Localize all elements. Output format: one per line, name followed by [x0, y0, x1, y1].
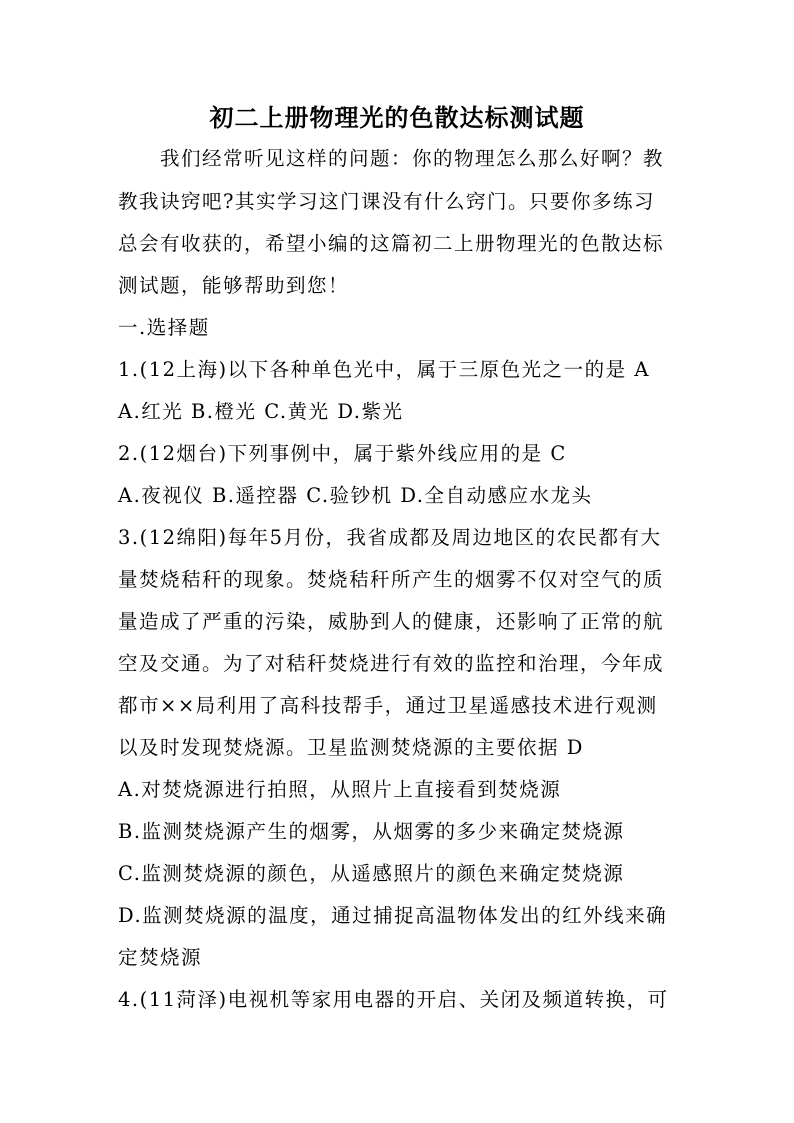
intro-line-1: 我们经常听见这样的问题：你的物理怎么那么好啊？教: [160, 147, 665, 170]
section-heading: 一.选择题: [118, 316, 210, 339]
question-3-line-3: 量造成了严重的污染，威胁到人的健康，还影响了正常的航: [118, 610, 665, 633]
document-title: 初二上册物理光的色散达标测试题: [209, 103, 585, 132]
question-3-option-a: A.对焚烧源进行拍照，从照片上直接看到焚烧源: [118, 778, 562, 801]
question-3-line-4: 空及交通。为了对秸秆焚烧进行有效的监控和治理，今年成: [118, 652, 665, 675]
question-1: 1.(12上海)以下各种单色光中，属于三原色光之一的是 A: [118, 358, 650, 381]
question-2-options: A.夜视仪 B.遥控器 C.验钞机 D.全自动感应水龙头: [118, 484, 593, 507]
question-3-option-b: B.监测焚烧源产生的烟雾，从烟雾的多少来确定焚烧源: [118, 820, 625, 843]
question-3-line-5: 都市××局利用了高科技帮手，通过卫星遥感技术进行观测: [118, 694, 658, 717]
question-3-line-6: 以及时发现焚烧源。卫星监测焚烧源的主要依据 D: [118, 736, 584, 759]
intro-line-3: 总会有收获的，希望小编的这篇初二上册物理光的色散达标: [118, 232, 665, 255]
question-3-line-2: 量焚烧秸秆的现象。焚烧秸秆所产生的烟雾不仅对空气的质: [118, 568, 665, 591]
question-2: 2.(12烟台)下列事例中，属于紫外线应用的是 C: [118, 442, 567, 465]
question-3-option-c: C.监测焚烧源的颜色，从遥感照片的颜色来确定焚烧源: [118, 862, 625, 885]
intro-line-2: 教我诀窍吧?其实学习这门课没有什么窍门。只要你多练习: [118, 190, 655, 213]
question-3-option-d-cont: 定焚烧源: [118, 946, 203, 969]
question-4: 4.(11菏泽)电视机等家用电器的开启、关闭及频道转换，可: [118, 988, 669, 1011]
question-3-line-1: 3.(12绵阳)每年5月份，我省成都及周边地区的农民都有大: [118, 526, 662, 549]
question-3-option-d: D.监测焚烧源的温度，通过捕捉高温物体发出的红外线来确: [118, 904, 668, 927]
question-1-options: A.红光 B.橙光 C.黄光 D.紫光: [118, 400, 404, 423]
intro-line-4: 测试题，能够帮助到您！: [118, 274, 350, 297]
